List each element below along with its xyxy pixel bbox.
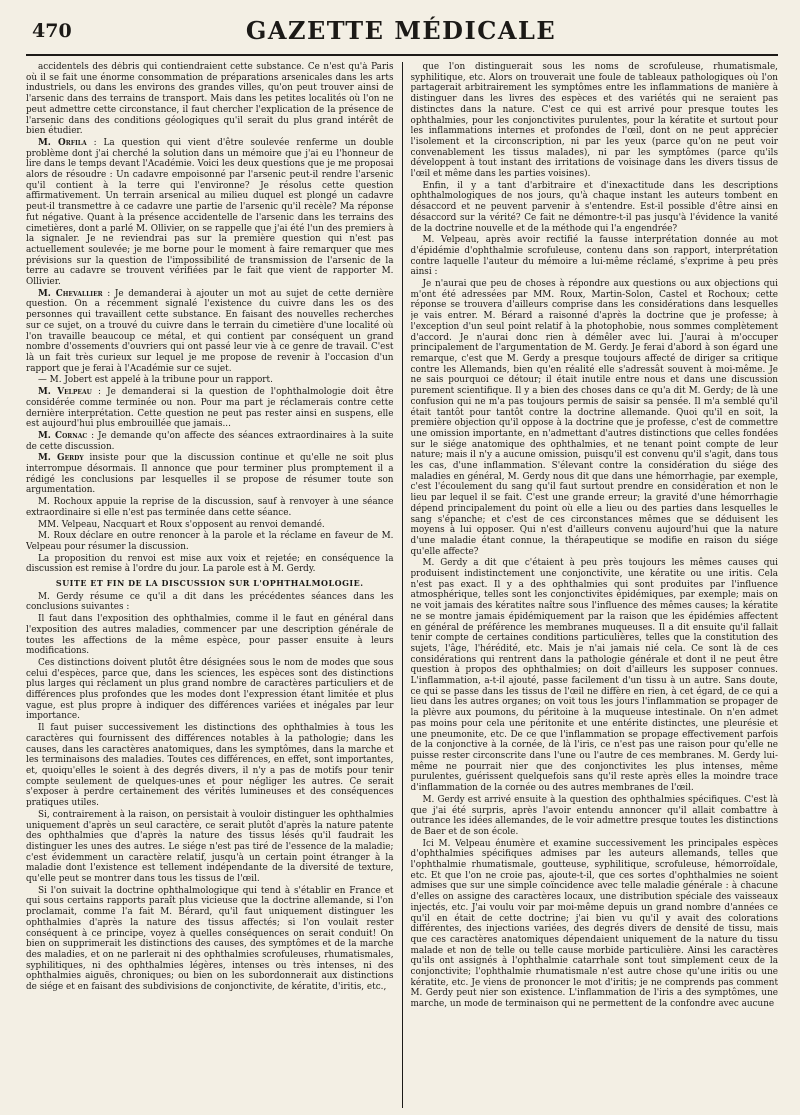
- column-divider: [402, 62, 403, 1108]
- paragraph-text: insiste pour que la discussion continue et qu'elle ne soit plus interrompue désormais. Il annonce que pour terminer plus promptement il a rédigé les conclusions par lesquelles il se propose de résumer toute son argumentation.: [26, 453, 394, 496]
- header-rule: [26, 54, 778, 56]
- paragraph: M. Velpeau, après avoir rectifié la fausse interprétation donnée au mot d'épidémie d'ophthalmie scrofuleuse, contenu dans son rapport, interprétation contre laquelle l'auteur du mémoire a lui-même réclamé, s'exprime à peu près ainsi :: [410, 235, 778, 278]
- paragraph: [26, 387, 394, 430]
- journal-title: GAZETTE MÉDICALE: [245, 16, 557, 45]
- paragraph: [26, 289, 394, 375]
- paragraph: [26, 453, 394, 496]
- paragraph: M. Roux déclare en outre renoncer à la parole et la réclame en faveur de M. Velpeau pour résumer la discussion.: [26, 531, 394, 552]
- article-columns: [26, 62, 778, 1108]
- paragraph: Si, contrairement à la raison, on persistait à vouloir distinguer les ophthalmies uniquement d'après un seul caractère, ce serait plutôt d'après la nature patente des ophthalmies que d'après la nature des tissus lésés qu'il faudrait les distinguer les unes des autres. Le siége n'est pas tiré de l'essence de la maladie; c'est évidemment un caractère relatif, jusqu'à un certain point étranger à la maladie dont l'existence est tellement indépendante de la diversité de texture, qu'elle peut se montrer dans tous les tissus de l'œil.: [26, 809, 394, 885]
- section-title: SUITE ET FIN DE LA DISCUSSION SUR L'OPHTHALMOLOGIE.: [55, 578, 364, 589]
- left-column: [26, 62, 394, 1108]
- speaker-name: M. Orfila: [38, 137, 87, 148]
- paragraph: M. Gerdy résume ce qu'il a dit dans les précédentes séances dans les conclusions suivantes :: [26, 591, 394, 613]
- paragraph: Ces distinctions doivent plutôt être désignées sous le nom de modes que sous celui d'espèces, parce que, dans les sciences, les espèces sont des distinctions plus larges qui réclament un plus grand nombre de caractères particuliers et de différences plus profondes que les modes dont l'expression étant limitée et plus vague, est plus propre à indiquer des différences variées et inégales par leur importance.: [26, 657, 394, 722]
- paragraph: que l'on distinguerait sous les noms de scrofuleuse, rhumatismale, syphilitique, etc. Alors on trouverait une foule de tableaux pathologiques où l'on partagerait arbitrairement les symptômes entre les inflammations de manière à distinguer dans les livres des espèces et des variétés qui ne seraient pas distinctes dans la nature. C'est ce qui est arrivé pour presque toutes les ophthalmies, pour les conjonctivites purulentes, pour la kératite et surtout pour les inflammations internes et profondes de l'œil, dont on ne peut apprécier l'isolement et la circonscription, ni par les yeux (parce qu'on ne peut voir convenablement les tissus malades), ni par les symptômes (parce qu'ils développent à tout instant des irritations de voisinage dans les divers tissus de l'œil et même dans les parties voisines).: [410, 62, 778, 180]
- paragraph: [26, 431, 394, 452]
- speaker-name: M. Velpeau: [38, 387, 92, 398]
- paragraph: Ici M. Velpeau énumère et examine successivement les principales espèces d'ophthalmies spécifiques admises par les auteurs allemands, telles que l'ophthalmie rhumatismale, goutteuse, syphilitique, scrofuleuse, hémorroïdale, etc. Et que l'on ne croie pas, ajoute-t-il, que ces sortes d'ophthalmies ne soient admises que sur une simple coïncidence avec telle maladie générale : à chacune d'elles on assigne des caractères locaux, une distribution spéciale des vaisseaux injectés, etc. J'ai voulu voir par moi-même depuis un grand nombre d'années ce qu'il en était de cette doctrine; j'ai bien vu qu'il y avait des colorations différentes, des injections variées, des degrés divers de densité de tissu, mais que ces caractères anatomiques dépendaient uniquement de la nature du tissu malade et non de telle ou telle cause morbide particulière. Ainsi les caractères qu'ils ont assignés à l'ophthalmie catarrhale sont tout simplement ceux de la conjonctivite; l'ophthalmie rhumatismale n'est autre chose qu'une iritis ou une kératite, etc. Je viens de prononcer le mot d'iritis; je ne comprends pas comment M. Gerdy peut nier son existence. L'inflammation de l'iris a des symptômes, une marche, un mode de terminaison qui ne permettent de la confondre avec aucune: [410, 838, 778, 1010]
- paragraph-text: : Je demande qu'on affecte des séances extraordinaires à la suite de cette discussion.: [26, 430, 394, 452]
- paragraph: MM. Velpeau, Nacquart et Roux s'opposent au renvoi demandé.: [38, 519, 325, 530]
- paragraph: M. Gerdy est arrivé ensuite à la question des ophthalmies spécifiques. C'est là que j'ai été surpris, après l'avoir entendu annoncer qu'il allait combattre à outrance les idées allemandes, de le voir admettre presque toutes les distinctions de Baer et de son école.: [410, 794, 778, 837]
- paragraph: M. Rochoux appuie la reprise de la discussion, sauf à renvoyer à une séance extraordinaire si elle n'est pas terminée dans cette séance.: [26, 497, 394, 518]
- paragraph: — M. Jobert est appelé à la tribune pour un rapport.: [38, 375, 273, 386]
- paragraph: M. Gerdy a dit que c'étaient à peu près toujours les mêmes causes qui produisent indistinctement une conjonctivite, une kératite ou une iritis. Cela n'est pas exact. Il y a des ophthalmies qui sont produites par l'influence atmosphérique, telles sont les conjonctivites épidémiques, par exemple; mais on ne voit jamais des kératites naître sous l'influence des mêmes causes; la kératite ne se montre jamais épidémiquement par la raison que les épidémies affectent en général de préférence les membranes muqueuses. Il a dit ensuite qu'il fallait tenir compte de certaines conditions particulières, telles que la constitution des sujets, l'âge, l'hérédité, etc. Mais je n'ai jamais nié cela. Ce sont là de ces considérations qui rentrent dans la pathologie générale et dont il ne peut être question à propos des ophthalmies; on doit d'ailleurs les supposer connues. L'inflammation, a-t-il ajouté, passe facilement d'un tissu à un autre. Sans doute, ce qui se passe dans les tissus de l'œil ne diffère en rien, à cet égard, de ce qui a lieu dans les autres organes; on voit tous les jours l'inflammation se propager de la plèvre aux poumons, du péritoine à la muqueuse intestinale. On n'en admet pas moins pour cela une péritonite et une entérite distinctes, une pleurésie et une pneumonite, etc. De ce que l'inflammation se propage effectivement parfois de la conjonctive à la cornée, de là l'iris, ce n'est pas une raison pour qu'elle ne puisse rester circonscrite dans l'une ou l'autre de ces membranes. M. Gerdy lui-même ne pourrait nier que des conjonctivites les plus intenses, même purulentes, guérissent quelquefois sans qu'il reste après elles la moindre trace d'inflammation de la cornée ou des autres membranes de l'œil.: [410, 558, 778, 794]
- paragraph: Il faut dans l'exposition des ophthalmies, comme il le faut en général dans l'exposition des autres maladies, commencer par une description générale de toutes les affections de la même espèce, pour passer ensuite à leurs modifications.: [26, 614, 394, 657]
- paragraph-text: : La question qui vient d'être soulevée renferme un double problème dont j'ai cherché la solution dans un mémoire que j'ai eu l'honneur de lire dans le temps devant l'Académie. Voici les deux questions que je me proposai alors de résoudre : Un cadavre empoisonné par l'arsenic peut-il rendre l'arsenic qu'il contient à la terre qui l'environne? Je résolus cette question affirmativement. Un terrain arsenical au milieu duquel est plongé un cadavre peut-il transmettre à ce cadavre une partie de l'arsenic qu'il recèle? Ma réponse fut négative. Quant à la présence accidentelle de l'arsenic dans les terrains des cimetières, dont a parlé M. Ollivier, on se rappelle que j'ai été l'un des premiers à la signaler. Je ne reviendrai pas sur la première question qui n'est pas actuellement soulevée; je me borne pour le moment à faire remarquer que mes prévisions sur la question de l'impossibilité de transmission de l'arsenic de la terre au cadavre se trouvent vérifiées par le fait que vient de rapporter M. Ollivier.: [26, 137, 394, 288]
- paragraph: Si l'on suivait la doctrine ophthalmologique qui tend à s'établir en France et qui sous certains rapports paraît plus vicieuse que la doctrine allemande, si l'on proclamait, comme l'a fait M. Bérard, qu'il faut uniquement distinguer les ophthalmies d'après la nature des tissus affectés; si l'on voulait rester conséquent à ce principe, voyez à quelles conséquences on serait conduit! On bien on supprimerait les distinctions des causes, des symptômes et de la marche des maladies, et on ne parlerait ni des ophthalmies scrofuleuses, rhumatismales, syphilitiques, ni des ophthalmies légères, intenses ou très intenses, ni des ophthalmies aiguës, chroniques; ou bien on les subordonnerait aux distinctions de siége et en faisant des subdivisions de conjonctivite, de kératite, d'iritis, etc.,: [26, 885, 394, 993]
- paragraph: Il faut puiser successivement les distinctions des ophthalmies à tous les caractères qui fournissent des différences notables à la pathologie; dans les causes, dans les caractères anatomiques, dans les symptômes, dans la marche et les terminaisons des maladies. Toutes ces différences, en effet, sont importantes, et, quoiqu'elles le soient à des degrés divers, il n'y a pas de motifs pour tenir compte seulement de quelques-unes et pour négliger les autres. Ce serait s'exposer à perdre certainement des vérités lumineuses et des conséquences pratiques utiles.: [26, 723, 394, 809]
- speaker-name: M. Chevallier: [38, 288, 103, 299]
- paragraph: Enfin, il y a tant d'arbitraire et d'inexactitude dans les descriptions ophthalmologiques de nos jours, qu'à chaque instant les auteurs tombent en désaccord et ne peuvent parvenir à s'entendre. Est-il possible d'être ainsi en désaccord sur la vérité? Ce fait ne démontre-t-il pas jusqu'à l'évidence la vanité de la doctrine nouvelle et de la méthode qui l'a engendrée?: [410, 180, 778, 234]
- page-header: [26, 14, 776, 54]
- page-number: 470: [32, 20, 72, 42]
- paragraph-text: : Je demanderai à ajouter un mot au sujet de cette dernière question. On a récemment signalé l'existence du cuivre dans les os des personnes qui travaillent cette substance. En faisant des nouvelles recherches sur ce sujet, on a trouvé du cuivre dans le terrain du cimetière d'une localité où l'on travaille beaucoup ce métal, et qui contient par conséquent un grand nombre d'ossements d'ouvriers qui ont passé leur vie à ce genre de travail. C'est là un fait très curieux sur lequel je me propose de revenir à l'occasion d'un rapport que je ferai à l'Académie sur ce sujet.: [26, 288, 394, 374]
- paragraph: accidentels des débris qui contiendraient cette substance. Ce n'est qu'à Paris où il se fait une énorme consommation de préparations arsenicales dans les arts industriels, ou dans les environs des grandes villes, qu'on peut trouver ainsi de l'arsenic dans des terrains de transport. Mais dans les petites localités où l'on ne peut admettre cette circonstance, il faut chercher l'explication de la présence de l'arsenic dans des conditions géologiques qu'il serait du plus grand intérêt de bien étudier.: [26, 62, 394, 137]
- paragraph-text: : Je demanderai si la question de l'ophthalmologie doit être considérée comme terminée ou non. Pour ma part je réclamerais contre cette dernière interprétation. Cette question ne peut pas rester ainsi en suspens, elle est aujourd'hui plus embrouillée que jamais...: [26, 387, 394, 430]
- paragraph: La proposition du renvoi est mise aux voix et rejetée; en conséquence la discussion est remise à l'ordre du jour. La parole est à M. Gerdy.: [26, 553, 394, 575]
- right-column: [411, 62, 779, 1108]
- speaker-name: M. Gerdy: [38, 453, 84, 464]
- speaker-name: M. Cornac: [38, 430, 88, 441]
- paragraph: Je n'aurai que peu de choses à répondre aux questions ou aux objections qui m'ont été adressées par MM. Roux, Martin-Solon, Castel et Rochoux; cette réponse se trouvera d'ailleurs comprise dans les considérations dans lesquelles je vais entrer. M. Bérard a raisonné d'après la doctrine que je professe; à l'exception d'un seul point relatif à la photophobie, nous sommes complètement d'accord. Je n'aurai donc rien à démêler avec lui. J'aurai à m'occuper principalement de l'argumentation de M. Gerdy. Je ferai d'abord à son égard une remarque, c'est que M. Gerdy a presque toujours affecté de diriger sa critique contre les Allemands, bien qu'en réalité elle s'adressât souvent à moi-même. Je ne sais pourquoi ce détour; il était inutile entre nous et dans une discussion purement scientifique. Il y a bien des choses dans ce qu'a dit M. Gerdy; de là une confusion qui ne m'a pas toujours permis de saisir sa pensée. Il m'a semblé qu'il était tantôt pour tantôt contre la doctrine allemande. Quoi qu'il en soit, la première objection qu'il oppose à la doctrine que je professe, c'est de commettre une omission importante, en n'admettant d'autres distinctions que celles fondées sur le siége anatomique des ophthalmies, et ne tenant point compte de leur nature; mais il n'y a aucune omission, puisqu'il est convenu qu'il s'agit, dans tous les cas, d'une inflammation. S'élevant contre la considération du siége des maladies en général, M. Gerdy nous dit que dans une hémorrhagie, par exemple, c'est l'écoulement du sang qu'il faut surtout prendre en considération et non le lieu par lequel il se fait. C'est une grande erreur; la gravité d'une hémorrhagie dépend principalement du point où elle a lieu ou des parties dans lesquelles le sang s'épanche; et c'est de ces circonstances mêmes que se déduisent les moyens à lui opposer. Qui n'est d'ailleurs convenu aujourd'hui que la nature d'une maladie étant connue, la thérapeutique se modifie en raison du siége qu'elle affecte?: [410, 279, 778, 557]
- paragraph: [26, 138, 394, 288]
